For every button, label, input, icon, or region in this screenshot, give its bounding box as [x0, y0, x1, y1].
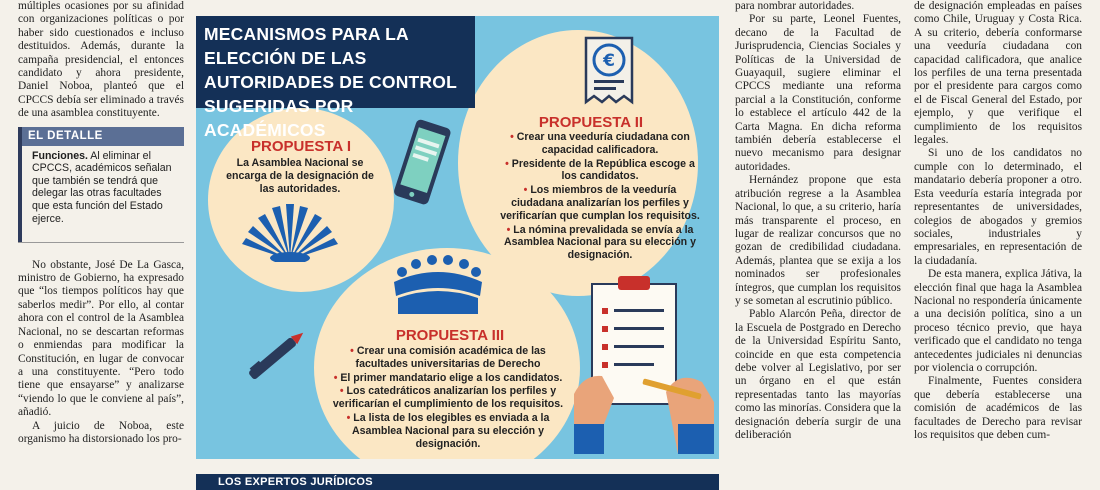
document-sign-icon — [574, 274, 714, 454]
list-item-text: Crear una veeduría ciudadana con capacidad calificadora. — [516, 131, 690, 156]
paragraph: No obstante, José De La Gasca, ministro de Gobierno, ha expresado que “los tiempos políticos hay que saberlos medir”. Por ello, al contar ahora con el control de la Asamblea Nacional, no se descartan reformas o enmiendas para modificar la Constitución, en lugar de convocar a una constituyente. “Pero todo tiene que ensayarse” y analizarse “viendo lo que le conviene al país”, añadió. — [18, 258, 184, 419]
list-item-text: La lista de los elegibles es enviada a la Asamblea Nacional para su elección y designación. — [352, 411, 550, 450]
sunburst-icon — [234, 204, 346, 262]
detalle-text: Al eliminar el CPCCS, académicos señalan que también se tendrá que delegar las otras facultades que esta función del Estado ejerce. — [32, 149, 172, 225]
svg-text:€: € — [603, 51, 615, 71]
list-item: • Crear una comisión académica de las facultades universitarias de Derecho — [350, 345, 546, 370]
pen-icon — [240, 322, 314, 390]
left-column — [18, 0, 184, 490]
paragraph: Por su parte, Leonel Fuentes, decano de la Facultad de Jurisprudencia, Ciencias Sociales y Políticas de la Universidad de Guayaquil, sugiere eliminar el CPCCS mediante una reforma parcial a la Constitución, conforme lo establece el artículo 442 de la Carta Magna. En dicha reforma también debería establecerse el nuevo mecanismo para designar autoridades. — [735, 13, 901, 173]
infographic-title-box — [196, 16, 475, 140]
detalle-box — [18, 146, 184, 242]
propuesta-3-list — [328, 345, 568, 451]
paragraph: De esta manera, explica Játiva, la elección final que haga la Asamblea Nacional no respondería únicamente a una decisión política, sino a un proceso técnico previo, que haya verificado que el candidato no tenga antecedentes judiciales ni denuncias por violencia o corrupción. — [914, 268, 1082, 374]
propuesta-1-text: La Asamblea Nacional se encarga de la designación de las autoridades. — [226, 157, 374, 195]
paragraph: para nombrar autoridades. — [735, 0, 855, 12]
list-item-text: Los miembros de la veeduría ciudadana analizarían los perfiles y verificarían que cumplan los requisitos. — [500, 184, 700, 222]
infographic — [196, 16, 719, 459]
list-item-text: El primer mandatario elige a los candidatos. — [340, 371, 563, 384]
assembly-icon — [392, 252, 484, 318]
receipt-euro-icon — [576, 36, 642, 106]
list-item: • La lista de los elegibles es enviada a la Asamblea Nacional para su elección y designación. — [346, 411, 550, 450]
detalle-header: EL DETALLE — [18, 127, 184, 146]
paragraph: Si uno de los candidatos no cumple con lo determinado, el mandatario debería proponer a otro. Esta veeduría estaría integrada por representantes de universidades, colegios de abogados y gremios sociales, industriales y empresariales, en representación de la ciudadanía. — [914, 147, 1082, 267]
article-text-intro — [18, 0, 184, 121]
paragraph: de designación empleadas en países como Chile, Uruguay y Costa Rica. A su criterio, debería conformarse una veeduría ciudadana con capacidad calificadora, que analice los perfiles de una terna presentada por el presidente para cargos como el de Fiscal General del Estado, por ejemplo, y que verifique el cumplimiento de los requisitos legales. — [914, 0, 1082, 147]
paragraph: A juicio de Noboa, este organismo ha distorsionado los pro- — [18, 419, 184, 445]
propuesta-2-title: PROPUESTA II — [538, 114, 644, 131]
paragraph: Finalmente, Fuentes considera que debería establecerse una comisión de académicos de las facultades de Derecho para revisar los requisitos que deben cum- — [914, 375, 1082, 441]
list-item-text: Los catedráticos analizarían los perfiles y verificarían el cumplimiento de los requisitos. — [332, 385, 564, 411]
list-item: • Crear una veeduría ciudadana con capacidad calificadora. — [510, 131, 690, 156]
phone-icon — [392, 116, 452, 210]
infographic-title: MECANISMOS PARA LA ELECCIÓN DE LAS AUTORIDADES DE CONTROL SUGERIDAS POR ACADÉMICOS — [204, 24, 457, 140]
list-item: • Los miembros de la veeduría ciudadana analizarían los perfiles y verificarían que cumplan los requisitos. — [500, 184, 700, 222]
list-item-text: Presidente de la República escoge a los candidatos. — [511, 157, 695, 183]
paragraph: múltiples ocasiones por su afinidad con organizaciones políticas o por haber sido cuestionados e incluso destituidos. Además, durante la campaña presidencial, el entonces candidato y ahora presidente, Daniel Noboa, planteó que el CPCCS debía ser eliminado a través de una asamblea constituyente. — [18, 0, 184, 120]
list-item: • Los catedráticos analizarían los perfiles y verificarían el cumplimiento de los requisitos. — [332, 385, 564, 411]
right-column — [914, 0, 1082, 490]
article-text-left — [18, 259, 184, 447]
divider — [18, 242, 184, 243]
list-item: • La nómina prevalidada se envía a la Asamblea Nacional para su elección y designación. — [504, 223, 696, 262]
propuesta-3-title: PROPUESTA III — [395, 327, 505, 344]
propuesta-1-title: PROPUESTA I — [250, 138, 351, 155]
detalle-lead: Funciones. — [32, 149, 88, 162]
list-item: • Presidente de la República escoge a los candidatos. — [505, 157, 695, 183]
propuesta-2-list — [500, 131, 700, 263]
paragraph: Hernández propone que esta atribución regrese a la Asamblea Nacional, lo que, a su criterio, haría más transparente el proceso, en lugar de realizar concursos que no gozan de credibilidad ciudadana. Además, plantea que se exija a los nominados ser profesionales íntegros, que cumplan los requisitos y se sometan al escrutinio público. — [735, 174, 901, 307]
list-item-text: Crear una comisión académica de las facultades universitarias de Derecho — [355, 345, 546, 370]
list-item-text: La nómina prevalidada se envía a la Asamblea Nacional para su elección y designación. — [504, 223, 696, 262]
section-banner: LOS EXPERTOS JURÍDICOS — [196, 474, 719, 490]
paragraph: Pablo Alarcón Peña, director de la Escuela de Postgrado en Derecho de la Universidad Espíritu Santo, coincide en que esta competencia debe volver al Legislativo, por ser un órgano en el que están representadas tanto las mayorías como las minorías. Considera que la designación debería surgir de una deliberación — [735, 308, 901, 441]
list-item: • El primer mandatario elige a los candidatos. — [333, 371, 563, 384]
middle-column — [735, 0, 901, 490]
